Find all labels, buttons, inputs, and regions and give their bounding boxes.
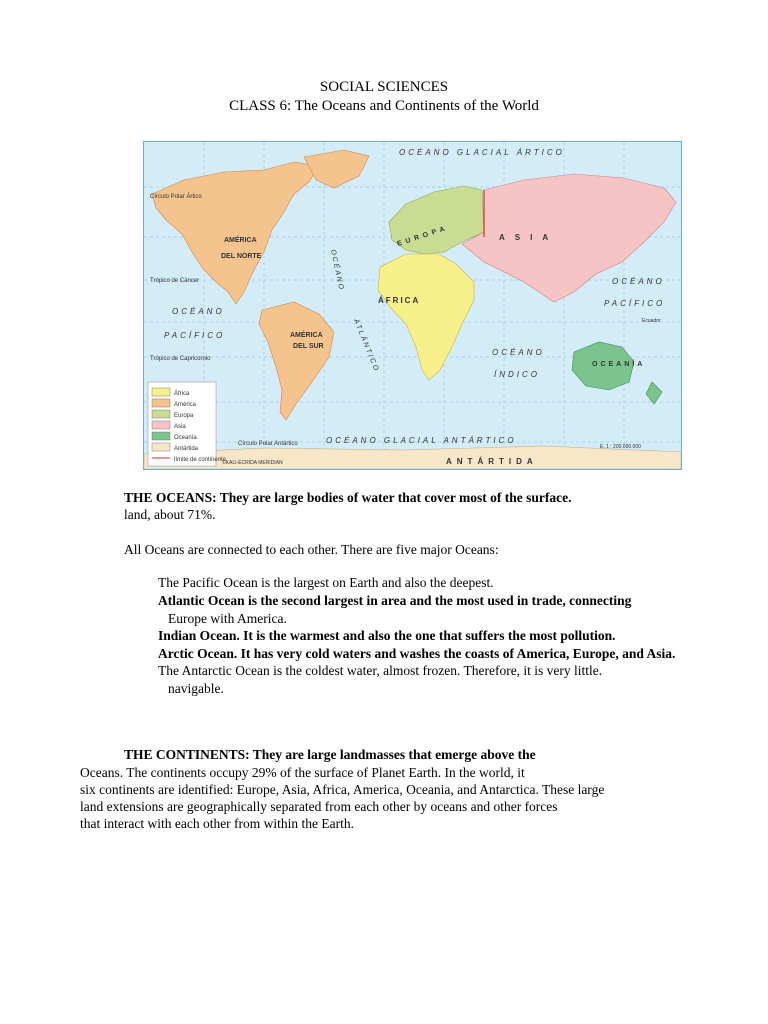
credit-label: ©KALI-ECRIDA MERIDIAN	[222, 460, 283, 466]
continents-line: land extensions are geographically separated from each other by oceans and other forces	[80, 799, 558, 814]
arctic-circle-label: Círculo Polar Ártico	[150, 194, 202, 200]
bullet-text-cont: Europe with America.	[168, 611, 287, 626]
south-america-label: AMÉRICA	[290, 332, 323, 339]
svg-text:PACÍFICO: PACÍFICO	[604, 299, 666, 308]
antarctic-ocean-label: OCÉANO GLACIAL ANTÁRTICO	[326, 436, 517, 445]
legend-label: Antártida	[174, 446, 199, 452]
africa-shape	[378, 254, 474, 380]
bullet-text: Arctic Ocean. It has very cold waters and washes the coasts of America, Europe, and Asia.	[158, 646, 676, 661]
continents-line: Oceans. The continents occupy 29% of the surface of Planet Earth. In the world, it	[80, 765, 525, 780]
list-item	[146, 627, 616, 644]
tropic-capricorn-label: Trópico de Capricornio	[150, 356, 211, 362]
svg-text:ÍNDICO: ÍNDICO	[494, 370, 540, 379]
oceans-heading-cont: land, about 71%.	[124, 507, 216, 522]
list-item	[146, 592, 631, 609]
legend-label: Asia	[174, 424, 186, 430]
svg-text:DEL NORTE: DEL NORTE	[221, 253, 262, 260]
bullet-text-cont: navigable.	[168, 681, 224, 696]
asia-label: ASIA	[499, 233, 559, 242]
bullet-text: Atlantic Ocean is the second largest in area and the most used in trade, connecting	[158, 593, 632, 608]
pacific-east-label: OCÉANO	[612, 277, 665, 286]
list-item	[146, 574, 494, 591]
legend-label: América	[174, 402, 197, 408]
list-item	[146, 645, 675, 662]
legend-label: África	[174, 391, 190, 397]
svg-text:DEL SUR: DEL SUR	[293, 343, 324, 350]
legend-label: límite de continente	[174, 457, 227, 463]
page-title: CLASS 6: The Oceans and Continents of the World	[229, 98, 539, 114]
europe-label: EUROPA	[396, 224, 450, 248]
list-item	[146, 662, 602, 679]
legend-swatch	[152, 421, 170, 429]
oceans-connected-text: All Oceans are connected to each other. There are five major Oceans:	[124, 542, 499, 557]
svg-text:PACÍFICO: PACÍFICO	[164, 331, 226, 340]
arctic-ocean-label: OCÉANO GLACIAL ÁRTICO	[399, 148, 565, 157]
legend-swatch	[152, 399, 170, 407]
bullet-text: The Pacific Ocean is the largest on Earth and also the deepest.	[158, 575, 494, 590]
indian-ocean-label: OCÉANO	[492, 348, 545, 357]
map-legend	[148, 382, 227, 466]
legend-swatch	[152, 410, 170, 418]
pacific-west-label: OCÉANO	[172, 307, 225, 316]
antarctic-circle-label: Círculo Polar Antártico	[238, 441, 298, 447]
legend-swatch	[152, 388, 170, 396]
oceania-label: OCEANÍA	[592, 361, 646, 368]
legend-label: Oceanía	[174, 435, 197, 441]
legend-swatch	[152, 432, 170, 440]
legend-label: Europa	[174, 413, 194, 419]
world-map	[143, 141, 682, 470]
continents-line: that interact with each other from within the Earth.	[80, 816, 355, 831]
tropic-cancer-label: Trópico de Cáncer	[150, 278, 200, 284]
antarctica-label: ANTÁRTIDA	[446, 457, 538, 466]
africa-label: ÁFRICA	[378, 296, 421, 305]
atlantic-south-label: ATLÁNTICO	[352, 318, 380, 374]
bullet-text: Indian Ocean. It is the warmest and also the one that suffers the most pollution.	[158, 628, 616, 643]
page-subject: SOCIAL SCIENCES	[319, 79, 449, 95]
continents-line: six continents are identified: Europe, Asia, Africa, America, Oceania, and Antarctica. These large	[80, 782, 605, 797]
legend-swatch	[152, 443, 170, 451]
atlantic-north-label: OCÉANO	[329, 248, 345, 292]
equator-label: Ecuador	[642, 318, 661, 324]
north-america-label: AMÉRICA	[224, 237, 257, 244]
scale-label: E. 1 : 200.000.000	[600, 444, 641, 450]
oceans-heading: THE OCEANS: They are large bodies of water that cover most of the surface.	[124, 490, 572, 505]
continents-heading: THE CONTINENTS: They are large landmasses that emerge above the	[124, 747, 536, 762]
bullet-text: The Antarctic Ocean is the coldest water, almost frozen. Therefore, it is very little.	[158, 663, 603, 678]
